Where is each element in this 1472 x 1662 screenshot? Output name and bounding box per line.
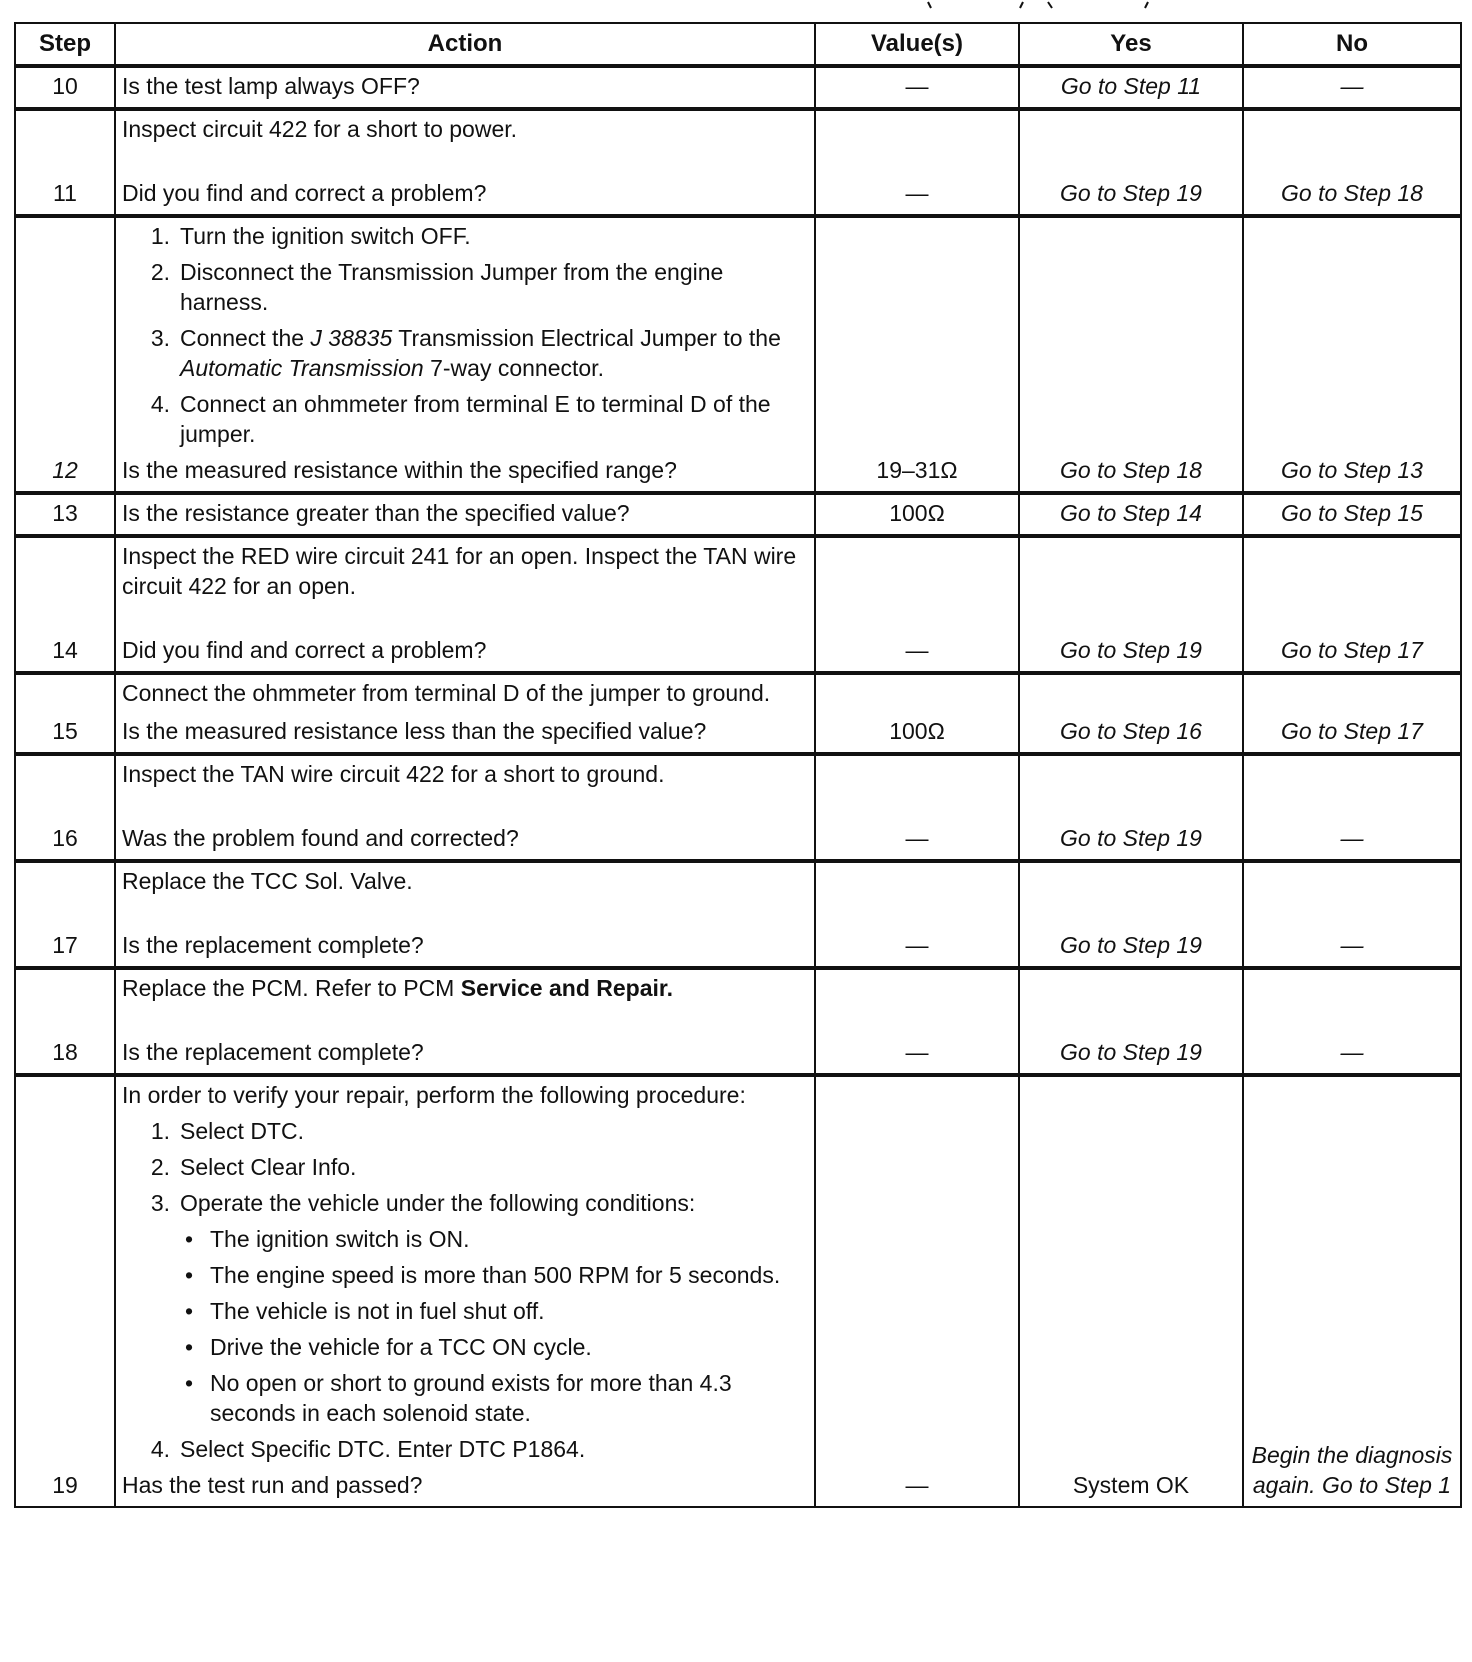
procedure-list <box>122 221 808 449</box>
list-item: • The engine speed is more than 500 RPM for 5 seconds. <box>184 1262 781 1288</box>
no-cell: — <box>1243 968 1461 1075</box>
top-scan-marks <box>0 0 1472 16</box>
value-cell: 100Ω <box>815 673 1019 754</box>
no-cell: — <box>1243 861 1461 968</box>
list-item: 4. Select Specific DTC. Enter DTC P1864. <box>150 1436 586 1462</box>
yes-result: System OK <box>1019 1075 1243 1507</box>
step-number: 15 <box>15 673 115 754</box>
no-link[interactable]: Begin the diagnosis again. Go to Step 1 <box>1243 1075 1461 1507</box>
action-question: Is the resistance greater than the specified value? <box>115 493 815 536</box>
list-item: 4. Connect an ohmmeter from terminal E to terminal D of the jumper. <box>150 391 771 447</box>
header-action: Action <box>115 23 815 66</box>
yes-link[interactable]: Go to Step 19 <box>1019 754 1243 861</box>
table-row <box>15 861 1461 968</box>
list-item: 3. Connect the J 38835 Transmission Electrical Jumper to the Automatic Transmission 7-way connector. <box>150 325 781 381</box>
value-cell: — <box>815 1075 1019 1507</box>
procedure-list-cont <box>122 1434 808 1464</box>
yes-link[interactable]: Go to Step 18 <box>1019 216 1243 493</box>
value-cell: 100Ω <box>815 493 1019 536</box>
header-yes: Yes <box>1019 23 1243 66</box>
step-number: 17 <box>15 861 115 968</box>
step-number: 14 <box>15 536 115 673</box>
yes-link[interactable]: Go to Step 19 <box>1019 968 1243 1075</box>
table-row <box>15 536 1461 673</box>
action-question: Is the replacement complete? <box>122 932 424 958</box>
header-no: No <box>1243 23 1461 66</box>
action-question: Did you find and correct a problem? <box>122 180 487 206</box>
action-cell <box>115 109 815 216</box>
yes-link[interactable]: Go to Step 19 <box>1019 536 1243 673</box>
action-question: Is the measured resistance less than the specified value? <box>122 718 707 744</box>
value-cell: — <box>815 968 1019 1075</box>
procedure-list <box>122 1116 808 1218</box>
table-row <box>15 968 1461 1075</box>
action-text: Connect the ohmmeter from terminal D of the jumper to ground. <box>122 680 771 706</box>
table-row <box>15 109 1461 216</box>
action-cell <box>115 673 815 754</box>
action-cell <box>115 536 815 673</box>
value-cell: — <box>815 861 1019 968</box>
diagnostic-table <box>14 22 1462 1508</box>
action-cell <box>115 1075 815 1507</box>
step-number: 19 <box>15 1075 115 1507</box>
yes-link[interactable]: Go to Step 16 <box>1019 673 1243 754</box>
value-cell: — <box>815 109 1019 216</box>
header-row <box>15 23 1461 66</box>
no-link[interactable]: Go to Step 15 <box>1243 493 1461 536</box>
action-cell <box>115 754 815 861</box>
action-cell <box>115 216 815 493</box>
no-link[interactable]: Go to Step 17 <box>1243 536 1461 673</box>
action-cell <box>115 968 815 1075</box>
action-text: Inspect the TAN wire circuit 422 for a short to ground. <box>122 761 665 787</box>
table-row <box>15 66 1461 109</box>
no-link[interactable]: Go to Step 13 <box>1243 216 1461 493</box>
yes-link[interactable]: Go to Step 19 <box>1019 109 1243 216</box>
list-item: 3. Operate the vehicle under the following conditions: <box>150 1190 696 1216</box>
action-question: Was the problem found and corrected? <box>122 825 519 851</box>
table-row <box>15 1075 1461 1507</box>
list-item: • No open or short to ground exists for more than 4.3 seconds in each solenoid state. <box>184 1370 732 1426</box>
list-item: • Drive the vehicle for a TCC ON cycle. <box>184 1334 592 1360</box>
list-item: 2. Disconnect the Transmission Jumper from the engine harness. <box>150 259 724 315</box>
yes-link[interactable]: Go to Step 11 <box>1019 66 1243 109</box>
step-number: 11 <box>15 109 115 216</box>
no-cell: — <box>1243 66 1461 109</box>
step-number: 18 <box>15 968 115 1075</box>
action-cell <box>115 861 815 968</box>
table-row <box>15 673 1461 754</box>
action-question: Has the test run and passed? <box>122 1472 423 1498</box>
action-text: Inspect circuit 422 for a short to power. <box>122 116 518 142</box>
action-intro: In order to verify your repair, perform the following procedure: <box>122 1082 746 1108</box>
action-text: Replace the TCC Sol. Valve. <box>122 868 413 894</box>
list-item: • The vehicle is not in fuel shut off. <box>184 1298 545 1324</box>
step-number: 16 <box>15 754 115 861</box>
table-row <box>15 493 1461 536</box>
value-cell: — <box>815 754 1019 861</box>
header-values: Value(s) <box>815 23 1019 66</box>
table-row <box>15 754 1461 861</box>
list-item: 2. Select Clear Info. <box>150 1154 357 1180</box>
action-question: Is the replacement complete? <box>122 1039 424 1065</box>
header-step: Step <box>15 23 115 66</box>
no-link[interactable]: Go to Step 18 <box>1243 109 1461 216</box>
action-question: Is the test lamp always OFF? <box>115 66 815 109</box>
step-number: 10 <box>15 66 115 109</box>
action-text: Inspect the RED wire circuit 241 for an open. Inspect the TAN wire circuit 422 for an open. <box>122 543 797 599</box>
table-row <box>15 216 1461 493</box>
step-number: 13 <box>15 493 115 536</box>
action-question: Is the measured resistance within the specified range? <box>122 457 677 483</box>
no-cell: — <box>1243 754 1461 861</box>
service-repair-link[interactable]: Service and Repair. <box>460 975 673 1001</box>
list-item: 1. Select DTC. <box>150 1118 304 1144</box>
list-item: • The ignition switch is ON. <box>184 1226 470 1252</box>
step-number: 12 <box>15 216 115 493</box>
yes-link[interactable]: Go to Step 19 <box>1019 861 1243 968</box>
action-question: Did you find and correct a problem? <box>122 637 487 663</box>
value-cell: 19–31Ω <box>815 216 1019 493</box>
list-item: 1. Turn the ignition switch OFF. <box>150 223 471 249</box>
yes-link[interactable]: Go to Step 14 <box>1019 493 1243 536</box>
condition-list <box>122 1224 808 1428</box>
action-text: Replace the PCM. Refer to PCM Service and Repair. <box>122 975 673 1001</box>
value-cell: — <box>815 536 1019 673</box>
no-link[interactable]: Go to Step 17 <box>1243 673 1461 754</box>
value-cell: — <box>815 66 1019 109</box>
